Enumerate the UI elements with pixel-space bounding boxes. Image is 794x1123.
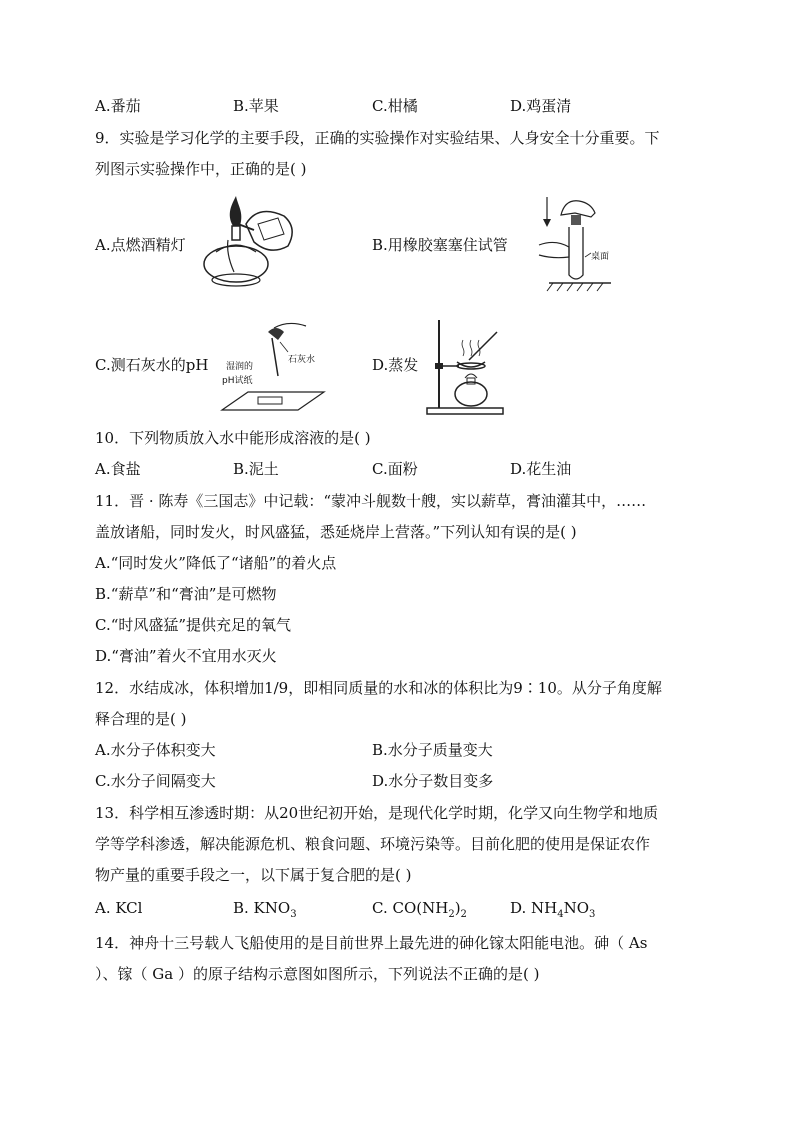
q13-stem-line2: 学等学科渗透，解决能源危机、粮食问题、环境污染等。目前化肥的使用是保证农作 (95, 835, 651, 853)
q10-option-b: B.泥土 (233, 460, 279, 478)
moist-label: 湿润的 (226, 362, 254, 372)
q12-stem-line1: 12．水结成冰，体积增加1/9，即相同质量的水和冰的体积比为9∶10。从分子角度解 (95, 679, 662, 697)
q11-option-c: C.“时风盛猛”提供充足的氧气 (95, 616, 292, 634)
q9-option-d: D.蒸发 (372, 356, 419, 374)
q8-option-c: C.柑橘 (372, 97, 418, 115)
q13-option-a: A. KCl (95, 899, 143, 917)
q14-stem-line2: ）、镓（ Ga ）的原子结构示意图如图所示，下列说法不正确的是( ) (95, 965, 540, 983)
q8-option-b: B.苹果 (233, 97, 279, 115)
q11-option-b: B.“薪草”和“膏油”是可燃物 (95, 585, 277, 603)
q11-stem-line1: 11．晋 · 陈寿《三国志》中记载：“蒙冲斗舰数十艘，实以薪草，膏油灌其中，…… (95, 492, 647, 510)
q13-stem-line3: 物产量的重要手段之一，以下属于复合肥的是( ) (95, 866, 412, 884)
q12-option-b: B.水分子质量变大 (372, 741, 493, 759)
q11-option-d: D.“膏油”着火不宜用水灭火 (95, 647, 277, 665)
q9-option-c: C.测石灰水的pH (95, 356, 209, 374)
q12-stem-line2: 释合理的是( ) (95, 710, 187, 728)
q9-option-b: B.用橡胶塞塞住试管 (372, 236, 508, 254)
q12-option-a: A.水分子体积变大 (95, 741, 216, 759)
q14-stem-line1: 14．神舟十三号载人飞船使用的是目前世界上最先进的砷化镓太阳能电池。砷（ As (95, 934, 648, 952)
q9-option-a: A.点燃酒精灯 (95, 236, 186, 254)
q10-option-d: D.花生油 (510, 460, 572, 478)
q13-option-c: C. $CO(NH_2)_2$ (372, 899, 467, 920)
q11-option-a: A.“同时发火”降低了“诸船”的着火点 (95, 554, 337, 572)
q13-stem-line1: 13．科学相互渗透时期：从20世纪初开始，是现代化学时期，化学又向生物学和地质 (95, 804, 659, 822)
q9-stem-line1: 9．实验是学习化学的主要手段，正确的实验操作对实验结果、人身安全十分重要。下 (95, 129, 660, 147)
q10-stem: 10．下列物质放入水中能形成溶液的是( ) (95, 429, 371, 447)
q9-stem-line2: 列图示实验操作中，正确的是( ) (95, 160, 307, 178)
q8-option-d: D.鸡蛋清 (510, 97, 572, 115)
q13-option-d: D. $NH_4NO_3$ (510, 899, 596, 920)
alcohol-lamp-lighting-figure (198, 194, 300, 296)
q12-option-c: C.水分子间隔变大 (95, 772, 216, 790)
desk-surface-label: 桌面 (591, 252, 610, 262)
ph-paper-label: pH试纸 (222, 376, 253, 386)
q12-option-d: D.水分子数目变多 (372, 772, 494, 790)
limewater-label: 石灰水 (288, 355, 316, 365)
q13-option-b: B. $KNO_3$ (233, 899, 297, 920)
evaporation-figure (425, 316, 505, 416)
q10-option-a: A.食盐 (95, 460, 141, 478)
q10-option-c: C.面粉 (372, 460, 418, 478)
test-tube-stopper-figure (535, 193, 617, 295)
q8-option-a: A.番茄 (95, 97, 141, 115)
q11-stem-line2: 盖放诸船，同时发火，时风盛猛，悉延烧岸上营落。”下列认知有误的是( ) (95, 523, 577, 541)
